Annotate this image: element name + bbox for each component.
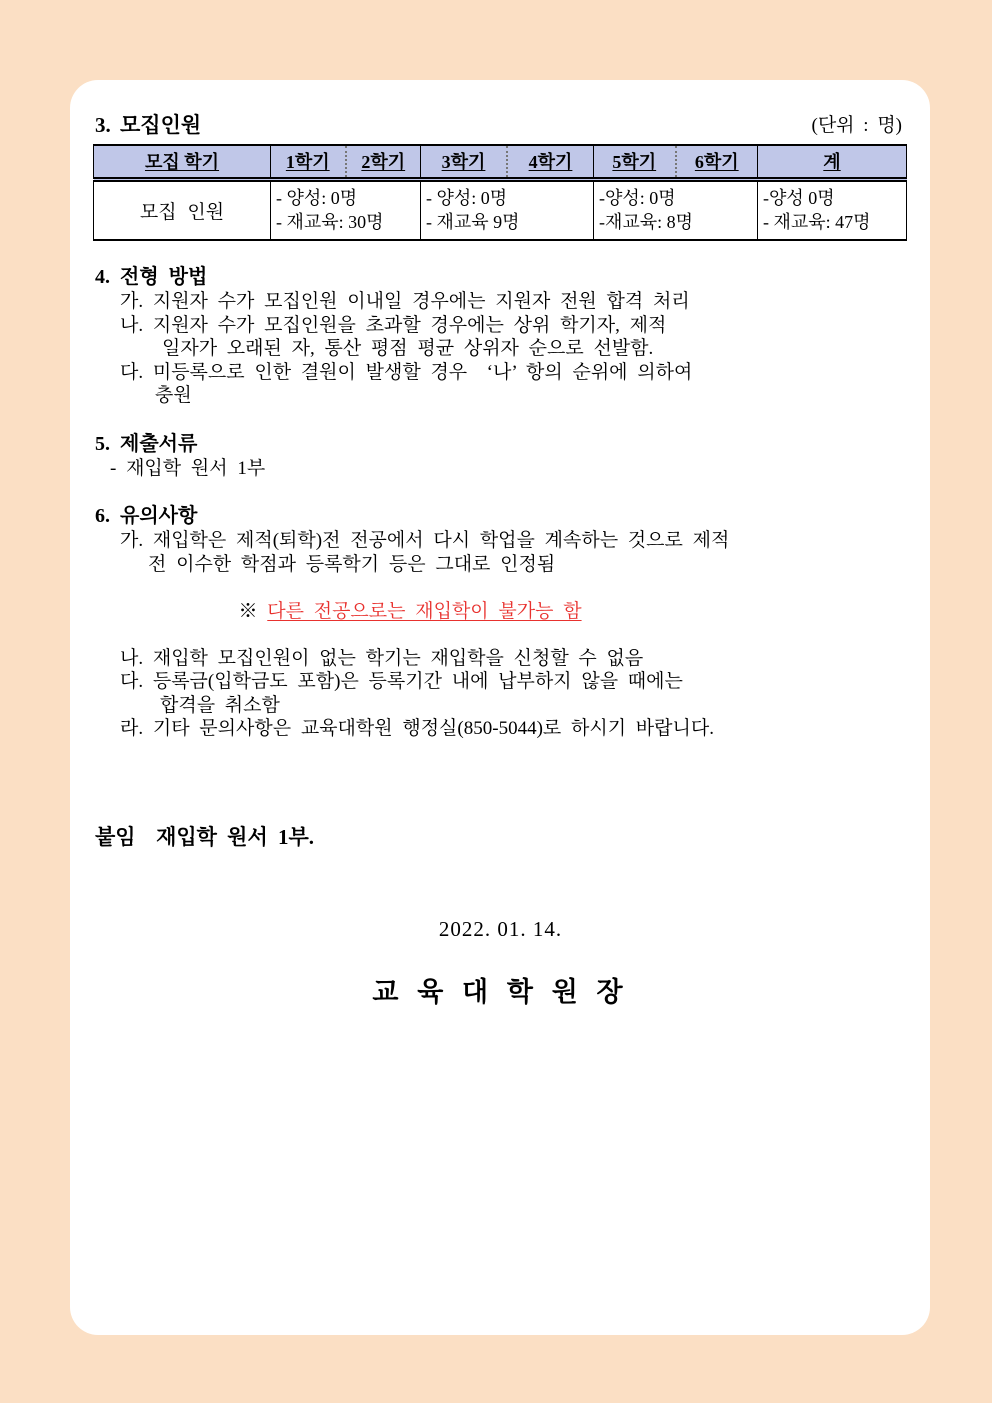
- header-cell-sem-3-4: [421, 145, 594, 180]
- header-cell-semester-label: [94, 145, 271, 180]
- section4-item-na: 나. 지원자 수가 모집인원을 초과할 경우에는 상위 학기자, 제적: [120, 314, 667, 336]
- header-cell-sem-1-2: [271, 145, 421, 180]
- cell-line-training: - 양성: 0명: [276, 188, 358, 208]
- header-sem2: 2학기: [361, 152, 406, 172]
- section3-heading: 3. 모집인원: [95, 113, 202, 137]
- recruitment-table: [93, 144, 907, 241]
- section4: [95, 265, 906, 408]
- reference-mark: ※: [238, 600, 268, 622]
- header-sem4: 4학기: [528, 152, 573, 172]
- cell-line-training: -양성: 0명: [599, 188, 676, 208]
- row-label: 모집 인원: [94, 180, 271, 241]
- header-cell-sem-5-6: [594, 145, 758, 180]
- red-warning-text: 다른 전공으로는 재입학이 불가능 함: [267, 600, 582, 622]
- cell-line-retraining: -재교육: 8명: [599, 212, 694, 232]
- cell-line-retraining: - 재교육: 47명: [763, 212, 871, 232]
- header-sem3: 3학기: [441, 152, 486, 172]
- section6-heading: 6. 유의사항: [95, 505, 198, 527]
- section5-heading: 5. 제출서류: [95, 432, 198, 455]
- header-sem1: 1학기: [285, 152, 330, 172]
- section4-heading: 4. 전형 방법: [95, 266, 208, 288]
- section4-item-ga: 가. 지원자 수가 모집인원 이내일 경우에는 지원자 전원 합격 처리: [120, 291, 690, 312]
- section3-header-row: [95, 113, 906, 138]
- cell-line-training: - 양성: 0명: [426, 188, 508, 208]
- cell-sem-5-6: [594, 180, 758, 241]
- signer-title: 교 육 대 학 원 장: [372, 976, 629, 1007]
- section6-item-ga: 가. 재입학은 제적(퇴학)전 전공에서 다시 학업을 계속하는 것으로 제적: [120, 530, 730, 551]
- table-header-row: [94, 145, 907, 180]
- unit-note: (단위 : 명): [811, 115, 902, 136]
- header-total: 계: [823, 152, 841, 172]
- header-cell-total: [758, 145, 907, 180]
- section6: [95, 504, 906, 741]
- header-sem6: 6학기: [694, 152, 739, 172]
- cell-sem-3-4: [421, 180, 594, 241]
- cell-sem-1-2: [271, 180, 421, 241]
- section4-item-na-cont: 일자가 오래된 자, 통산 평점 평균 상위자 순으로 선발함.: [162, 338, 654, 359]
- cell-total: [758, 180, 907, 241]
- section6-red-note: [95, 576, 906, 647]
- cell-line-training: -양성 0명: [763, 188, 835, 208]
- attachment-note: 붙임 재입학 원서 1부.: [95, 824, 315, 849]
- section6-item-na: 나. 재입학 모집인원이 없는 학기는 재입학을 신청할 수 없음: [120, 647, 644, 669]
- section4-item-da: 다. 미등록으로 인한 결원이 발생할 경우 ‘나’ 항의 순위에 의하여: [120, 361, 693, 383]
- cell-line-retraining: - 재교육 9명: [426, 212, 520, 232]
- section6-item-ra: 라. 기타 문의사항은 교육대학원 행정실(850-5044)로 하시기 바랍니다.: [120, 718, 714, 739]
- header-sem5: 5학기: [612, 152, 657, 172]
- document-date: 2022. 01. 14.: [438, 916, 563, 941]
- section6-item-da-cont: 합격을 취소함: [160, 694, 280, 716]
- cell-line-retraining: - 재교육: 30명: [276, 212, 384, 232]
- section6-item-da: 다. 등록금(입학금도 포함)은 등록기간 내에 납부하지 않을 때에는: [120, 671, 683, 692]
- section5-item: - 재입학 원서 1부: [110, 457, 266, 479]
- section5: [95, 432, 906, 481]
- header-label: 모집 학기: [144, 152, 220, 172]
- section6-item-ga-cont: 전 이수한 학점과 등록학기 등은 그대로 인정됨: [148, 553, 556, 575]
- section4-item-da-cont: 충원: [155, 385, 192, 406]
- table-row: [94, 180, 907, 241]
- document-page: [70, 80, 930, 1335]
